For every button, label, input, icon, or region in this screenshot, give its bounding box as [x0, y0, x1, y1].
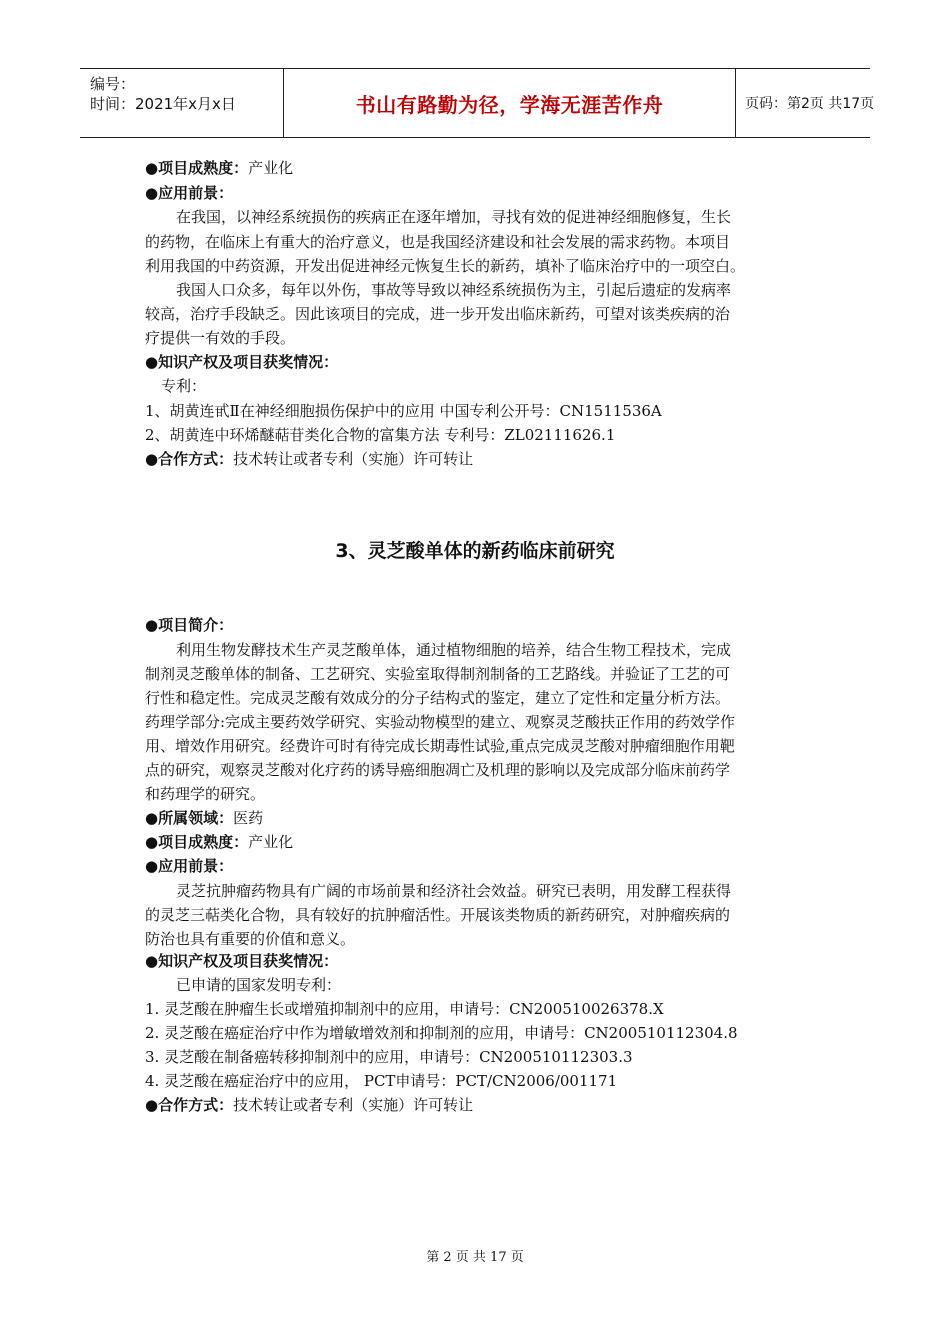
- prospect-label: ●应用前景：: [145, 184, 234, 202]
- coop-label: ●合作方式：: [145, 1096, 234, 1114]
- paragraph-line: 疗提供一有效的手段。: [145, 329, 296, 347]
- maturity-line: [145, 832, 293, 852]
- paragraph-line: 灵芝抗肿瘤药物具有广阔的市场前景和经济社会效益。研究已表明，用发酵工程获得: [176, 882, 732, 900]
- motto-text: 书山有路勤为径，学海无涯苦作舟: [355, 92, 664, 117]
- paragraph-line: 在我国，以神经系统损伤的疾病正在逐年增加，寻找有效的促进神经细胞修复，生长: [176, 208, 732, 226]
- number-label: 编号：: [90, 75, 136, 93]
- header-motto-cell: [283, 69, 736, 137]
- paragraph-line: 利用生物发酵技术生产灵芝酸单体，通过植物细胞的培养，结合生物工程技术，完成: [176, 641, 732, 659]
- ip-label: ●知识产权及项目获奖情况：: [145, 353, 339, 371]
- paragraph-line: 制剂灵芝酸单体的制备、工艺研究、实验室取得制剂制备的工艺路线。并验证了工艺的可: [145, 665, 731, 683]
- paragraph-line: 的灵芝三萜类化合物，具有较好的抗肿瘤活性。开展该类物质的新药研究，对肿瘤疾病的: [145, 906, 731, 924]
- field-line: [145, 808, 263, 828]
- page-info: 页码：第2页 共17页: [745, 96, 875, 112]
- page-header: [80, 68, 875, 138]
- prospect-label: ●应用前景：: [145, 857, 234, 875]
- coop-value: 技术转让或者专利（实施）许可转让: [233, 450, 474, 468]
- maturity-label: ●项目成熟度：: [145, 159, 249, 177]
- maturity-value: 产业化: [248, 833, 294, 851]
- page-footer: 第 2 页 共 17 页: [426, 1250, 524, 1265]
- section-title: 3、灵芝酸单体的新药临床前研究: [335, 540, 615, 562]
- patent-heading: 专利：: [161, 377, 207, 395]
- patent-item: 1、胡黄连甙Ⅱ在神经细胞损伤保护中的应用 中国专利公开号：CN1511536A: [145, 402, 662, 420]
- paragraph-line: 用、增效作用研究。经费许可时有待完成长期毒性试验,重点完成灵芝酸对肿瘤细胞作用靶: [145, 737, 735, 755]
- header-meta: [80, 69, 283, 137]
- patent-heading: 已申请的国家发明专利：: [176, 976, 342, 994]
- patent-item: 4. 灵芝酸在癌症治疗中的应用， PCT申请号：PCT/CN2006/001171: [145, 1072, 618, 1090]
- patent-item: 3. 灵芝酸在制备癌转移抑制剂中的应用，申请号：CN200510112303.3: [145, 1048, 633, 1066]
- time-label: 时间：2021年x月x日: [90, 95, 236, 113]
- coop-value: 技术转让或者专利（实施）许可转让: [233, 1096, 474, 1114]
- ip-label: ●知识产权及项目获奖情况：: [145, 952, 339, 970]
- field-value: 医药: [233, 809, 264, 827]
- coop-line: [145, 449, 473, 469]
- paragraph-line: 和药理学的研究。: [145, 785, 266, 803]
- intro-label: ●项目简介：: [145, 616, 234, 634]
- patent-item: 2、胡黄连中环烯醚萜苷类化合物的富集方法 专利号：ZL02111626.1: [145, 426, 616, 444]
- paragraph-line: 防治也具有重要的价值和意义。: [145, 930, 356, 948]
- paragraph-line: 我国人口众多，每年以外伤，事故等导致以神经系统损伤为主，引起后遗症的发病率: [176, 281, 732, 299]
- patent-item: 1. 灵芝酸在肿瘤生长或增殖抑制剂中的应用，申请号：CN200510026378.X: [145, 1000, 664, 1018]
- coop-label: ●合作方式：: [145, 450, 234, 468]
- maturity-value: 产业化: [248, 159, 294, 177]
- paragraph-line: 的药物，在临床上有重大的治疗意义，也是我国经济建设和社会发展的需求药物。本项目: [145, 233, 731, 251]
- paragraph-line: 行性和稳定性。完成灵芝酸有效成分的分子结构式的鉴定，建立了定性和定量分析方法。: [145, 689, 731, 707]
- patent-item: 2. 灵芝酸在癌症治疗中作为增敏增效剂和抑制剂的应用，申请号：CN200510112304.8: [145, 1024, 738, 1042]
- maturity-label: ●项目成熟度：: [145, 833, 249, 851]
- coop-line: [145, 1095, 473, 1115]
- paragraph-line: 点的研究，观察灵芝酸对化疗药的诱导癌细胞凋亡及机理的影响以及完成部分临床前药学: [145, 761, 731, 779]
- paragraph-line: 较高，治疗手段缺乏。因此该项目的完成，进一步开发出临床新药，可望对该类疾病的治: [145, 305, 731, 323]
- field-label: ●所属领域：: [145, 809, 234, 827]
- maturity-line: [145, 158, 293, 178]
- paragraph-line: 药理学部分:完成主要药效学研究、实验动物模型的建立、观察灵芝酸扶正作用的药效学作: [145, 713, 736, 731]
- paragraph-line: 利用我国的中药资源，开发出促进神经元恢复生长的新药，填补了临床治疗中的一项空白。: [145, 257, 746, 275]
